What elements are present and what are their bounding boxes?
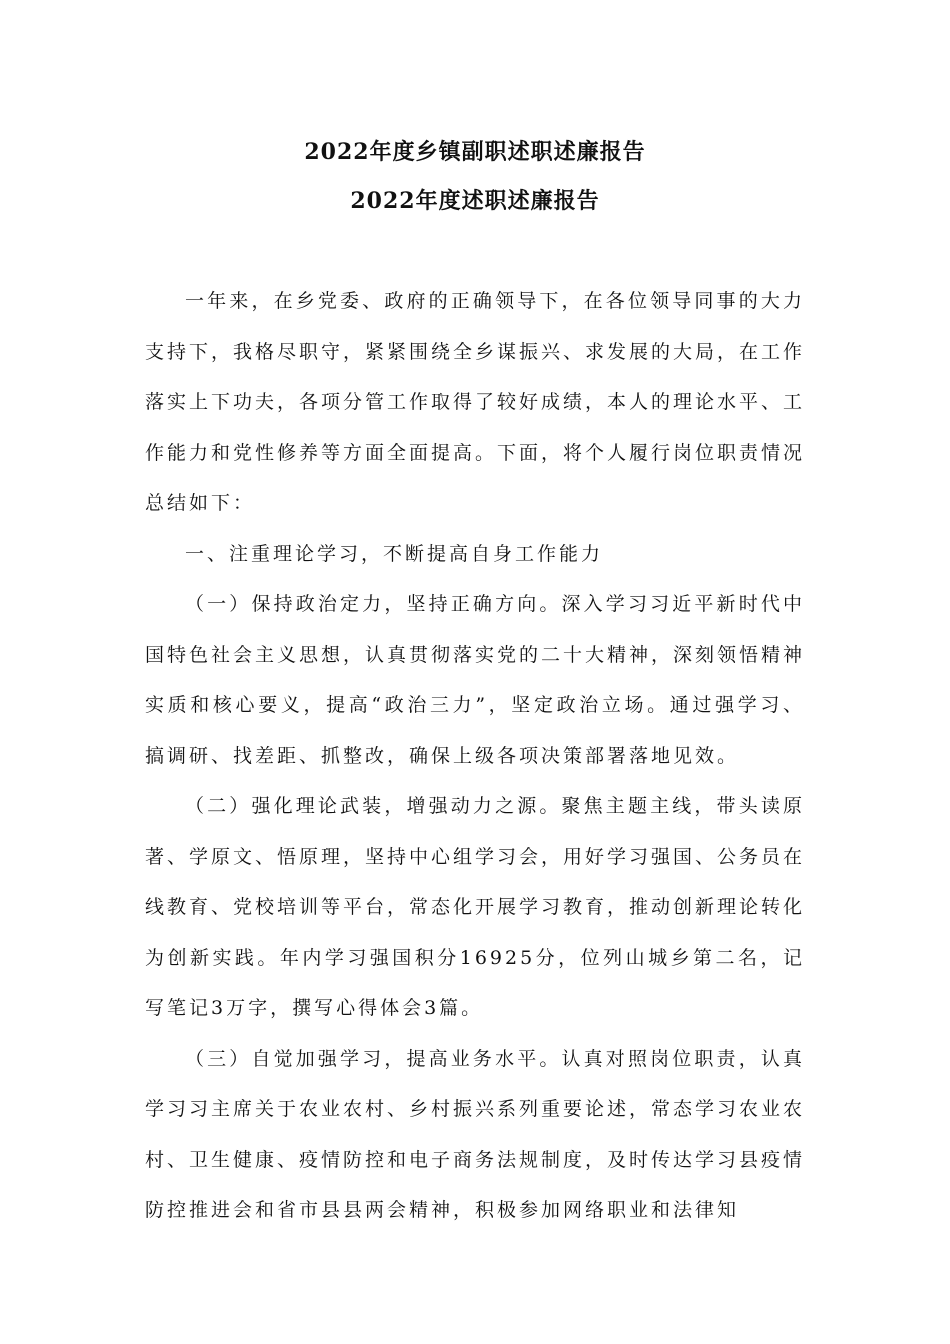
intro-paragraph: 一年来，在乡党委、政府的正确领导下，在各位领导同事的大力支持下，我格尽职守，紧紧围绕全乡谋振兴、求发展的大局，在工作落实上下功夫，各项分管工作取得了较好成绩，本人的理论水平、工作能力和党性修养等方面全面提高。下面，将个人履行岗位职责情况总结如下：	[145, 290, 806, 514]
document-body	[145, 276, 805, 1236]
document-subtitle: 2022年度述职述廉报告	[350, 188, 600, 214]
paragraph-1: （一）保持政治定力，坚持正确方向。深入学习习近平新时代中国特色社会主义思想，认真贯彻落实党的二十大精神，深刻领悟精神实质和核心要义，提高“政治三力”，坚定政治立场。通过强学习、搞调研、找差距、抓整改，确保上级各项决策部署落地见效。	[145, 593, 806, 767]
section-heading: 一、注重理论学习，不断提高自身工作能力	[185, 542, 604, 565]
paragraph-3: （三）自觉加强学习，提高业务水平。认真对照岗位职责，认真学习习主席关于农业农村、乡村振兴系列重要论述，常态学习农业农村、卫生健康、疫情防控和电子商务法规制度，及时传达学习县疫情防控推进会和省市县县两会精神，积极参加网络职业和法律知	[145, 1047, 806, 1221]
paragraph-2: （二）强化理论武装，增强动力之源。聚焦主题主线，带头读原著、学原文、悟原理，坚持中心组学习会，用好学习强国、公务员在线教育、党校培训等平台，常态化开展学习教育，推动创新理论转化为创新实践。年内学习强国积分16925分，位列山城乡第二名，记写笔记3万字，撰写心得体会3篇。	[145, 795, 806, 1019]
document-title: 2022年度乡镇副职述职述廉报告	[304, 139, 646, 165]
